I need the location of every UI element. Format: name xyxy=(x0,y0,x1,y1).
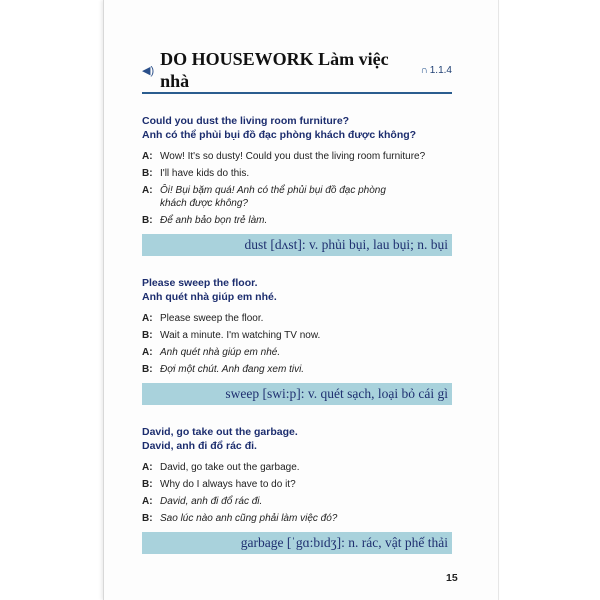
dialog-line xyxy=(142,214,452,227)
line-text: Đợi một chút. Anh đang xem tivi. xyxy=(160,364,305,375)
speaker-label: A: xyxy=(142,462,153,473)
headphones-icon: ∩ xyxy=(420,64,428,76)
line-text: David, go take out the garbage. xyxy=(160,462,300,473)
speaker-label: B: xyxy=(142,168,153,179)
dialog xyxy=(142,312,452,376)
vocab-box xyxy=(142,532,452,554)
speaker-label: B: xyxy=(142,364,153,375)
speaker-label: A: xyxy=(142,185,153,196)
page-title: DO HOUSEWORK Làm việc nhà xyxy=(160,49,389,91)
page-header xyxy=(142,48,452,94)
title-vi: Anh có thể phủi bụi đồ đạc phòng khách được không? xyxy=(142,128,417,141)
page-content xyxy=(142,48,452,554)
title-en: Could you dust the living room furniture? xyxy=(142,115,350,127)
section-title xyxy=(142,115,452,142)
line-text: Why do I always have to do it? xyxy=(160,479,296,490)
line-text: Để anh bảo bọn trẻ làm. xyxy=(160,215,268,226)
section-garbage xyxy=(142,426,452,554)
speaker-label: B: xyxy=(142,330,153,341)
dialog-line xyxy=(142,312,452,325)
dialog xyxy=(142,461,452,525)
speaker-label: B: xyxy=(142,513,153,524)
section-title xyxy=(142,277,452,304)
line-text: Sao lúc nào anh cũng phải làm việc đó? xyxy=(160,513,338,524)
speaker-label: A: xyxy=(142,151,153,162)
dialog-line xyxy=(142,512,452,525)
vocab-box xyxy=(142,383,452,405)
vocab-entry: sweep [swi:p]: v. quét sạch, loại bỏ cái gì xyxy=(225,386,448,401)
track-label: 1.1.4 xyxy=(429,64,452,76)
track-number xyxy=(421,65,452,76)
line-text: Please sweep the floor. xyxy=(160,313,264,324)
dialog-line xyxy=(142,495,452,508)
line-text: Ôi! Bụi bặm quá! Anh có thể phủi bụi đồ đạc phòng khách được không? xyxy=(160,185,386,209)
line-text: I'll have kids do this. xyxy=(160,168,250,179)
section-dust xyxy=(142,115,452,256)
speaker-label: A: xyxy=(142,496,153,507)
dialog-line xyxy=(142,363,452,376)
dialog-line xyxy=(142,346,452,359)
dialog-line xyxy=(142,184,452,210)
line-text: Anh quét nhà giúp em nhé. xyxy=(160,347,281,358)
dialog xyxy=(142,150,452,227)
vocab-entry: garbage [ˈgɑ:bɪdʒ]: n. rác, vật phế thải xyxy=(240,535,448,550)
speaker-icon: ◀) xyxy=(142,64,155,77)
page-number: 15 xyxy=(446,572,458,584)
dialog-line xyxy=(142,329,452,342)
speaker-label: A: xyxy=(142,313,153,324)
title-vi: David, anh đi đổ rác đi. xyxy=(142,439,257,452)
section-sweep xyxy=(142,277,452,405)
speaker-label: B: xyxy=(142,479,153,490)
title-en: Please sweep the floor. xyxy=(142,277,258,289)
dialog-line xyxy=(142,461,452,474)
line-text: Wow! It's so dusty! Could you dust the living room furniture? xyxy=(160,151,426,162)
title-vi: Anh quét nhà giúp em nhé. xyxy=(142,290,277,303)
speaker-label: B: xyxy=(142,215,153,226)
line-text: David, anh đi đổ rác đi. xyxy=(160,496,263,507)
speaker-label: A: xyxy=(142,347,153,358)
title-en: David, go take out the garbage. xyxy=(142,426,298,438)
section-title xyxy=(142,426,452,453)
dialog-line xyxy=(142,167,452,180)
dialog-line xyxy=(142,150,452,163)
vocab-entry: dust [dʌst]: v. phủi bụi, lau bụi; n. bụi xyxy=(244,237,448,252)
vocab-box xyxy=(142,234,452,256)
dialog-line xyxy=(142,478,452,491)
line-text: Wait a minute. I'm watching TV now. xyxy=(160,330,321,341)
